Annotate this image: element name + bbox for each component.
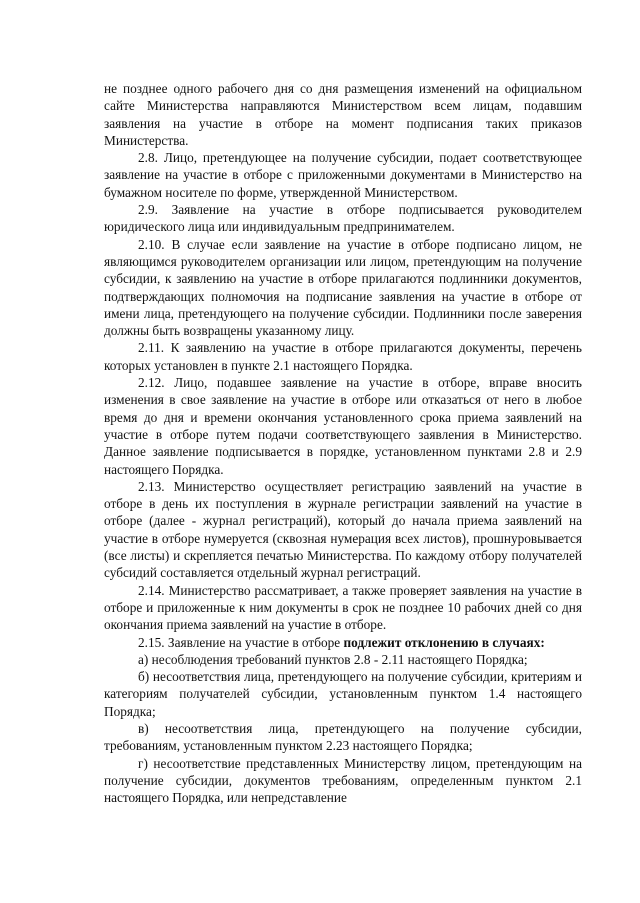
paragraph-2-9: 2.9. Заявление на участие в отборе подписывается руководителем юридического лица или индивидуальным предпринимателем. <box>104 202 582 235</box>
paragraph-2-8: 2.8. Лицо, претендующее на получение субсидии, подает соответствующее заявление на участие в отборе с приложенными документами в Министерство на бумажном носителе по форме, утвержденной Министерством. <box>104 150 582 200</box>
paragraph-2-11: 2.11. К заявлению на участие в отборе прилагаются документы, перечень которых установлен в пункте 2.1 настоящего Порядка. <box>104 340 582 373</box>
paragraph-2-10: 2.10. В случае если заявление на участие в отборе подписано лицом, не являющимся руководителем организации или лицом, претендующим на получение субсидии, к заявлению на участие в отборе прилагаются подлинники документов, подтверждающих полномочия на подписание заявления на участие в отборе от имени лица, претендующего на получение субсидии. Подлинники после заверения должны быть возвращены указанному лицу. <box>104 236 582 339</box>
paragraph-2-15-emphasis: подлежит отклонению в случаях <box>343 634 541 650</box>
paragraph-2-15-lead: 2.15. Заявление на участие в отборе <box>138 634 344 650</box>
list-item-b: б) несоответствия лица, претендующего на получение субсидии, критериям и категориям получателей субсидии, установленным пунктом 1.4 настоящего Порядка; <box>104 669 582 719</box>
paragraph-continuation: не позднее одного рабочего дня со дня размещения изменений на официальном сайте Министерства направляются Министерством всем лицам, подавшим заявления на участие в отборе на момент подписания таких приказов Министерства. <box>104 81 582 148</box>
paragraph-2-15-colon: : <box>540 634 545 650</box>
list-item-v: в) несоответствия лица, претендующего на получение субсидии, требованиям, установленным пунктом 2.23 настоящего Порядка; <box>104 720 582 754</box>
paragraph-2-12: 2.12. Лицо, подавшее заявление на участие в отборе, вправе вносить изменения в свое заявление на участие в отборе или отказаться от него в любое время до дня и времени окончания установленного срока приема заявлений на участие в отборе путем подачи соответствующего заявления в Министерство. Данное заявление подписывается в порядке, установленном пунктами 2.8 и 2.9 настоящего Порядка. <box>104 375 582 477</box>
list-item-g: г) несоответствие представленных Министерству лицом, претендующим на получение субсидии, документов требованиям, определенным пунктом 2.1 настоящего Порядка, или непредставление <box>104 755 582 806</box>
paragraph-2-14: 2.14. Министерство рассматривает, а также проверяет заявления на участие в отборе и приложенные к ним документы в срок не позднее 10 рабочих дней со дня окончания приема заявлений на участие в отборе. <box>104 582 582 633</box>
paragraph-2-15 <box>104 634 582 651</box>
document-page <box>104 80 582 806</box>
paragraph-2-13: 2.13. Министерство осуществляет регистрацию заявлений на участие в отборе в день их поступления в журнале регистрации заявлений на участие в отборе (далее - журнал регистраций), который до начала приема заявлений на участие в отборе нумеруется (сквозная нумерация всех листов), прошнуровывается (все листы) и скрепляется печатью Министерства. По каждому отбору получателей субсидий составляется отдельный журнал регистраций. <box>104 478 582 581</box>
list-item-a: а) несоблюдения требований пунктов 2.8 - 2.11 настоящего Порядка; <box>138 651 528 667</box>
